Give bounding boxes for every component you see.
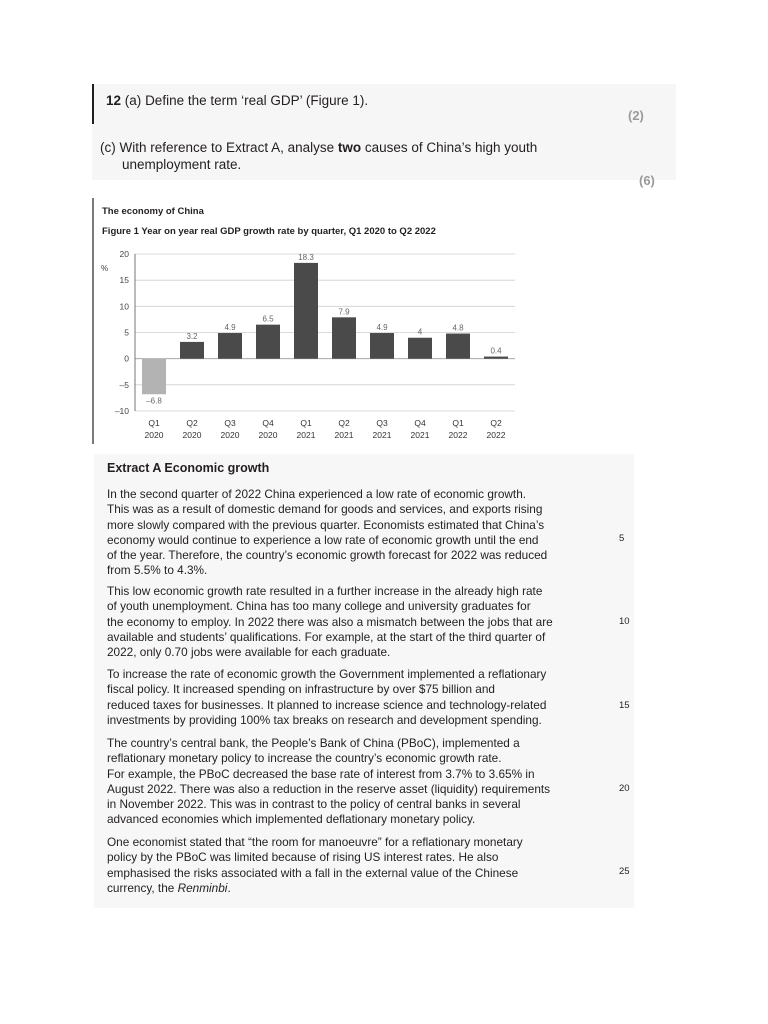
bar-value-label: 3.2 bbox=[186, 331, 198, 341]
x-tick-quarter: Q2 bbox=[186, 418, 198, 428]
x-tick-quarter: Q2 bbox=[338, 418, 350, 428]
p1-line-3: more slowly compared with the previous quarter. Economists estimated that China’s bbox=[107, 517, 545, 532]
x-tick-year: 2021 bbox=[296, 430, 316, 440]
p4-line-2: reflationary monetary policy to increase the country’s economic growth rate. bbox=[107, 751, 502, 766]
bar-Q1-2022 bbox=[446, 334, 470, 359]
question-number: 12 bbox=[106, 93, 122, 108]
y-tick-label: 15 bbox=[119, 275, 129, 286]
p2-line-1: This low economic growth rate resulted in a further increase in the already high rate bbox=[107, 584, 543, 598]
bar-value-label: 4.9 bbox=[224, 323, 236, 333]
p5-line-2: policy by the PBoC was limited because of rising US interest rates. He also bbox=[107, 850, 499, 865]
x-tick-year: 2022 bbox=[448, 430, 468, 440]
x-tick-quarter: Q3 bbox=[224, 418, 236, 428]
gdp-growth-bar-chart bbox=[92, 244, 532, 448]
x-tick-quarter: Q4 bbox=[414, 418, 426, 428]
y-tick-label: –5 bbox=[119, 379, 129, 390]
p1-line-5: of the year. Therefore, the country’s economic growth forecast for 2022 was reduced bbox=[107, 548, 548, 563]
extract-paragraph-2 bbox=[107, 584, 612, 660]
p2-line-2: of youth unemployment. China has too many college and university graduates for bbox=[107, 599, 531, 614]
bar-value-label: 4 bbox=[417, 327, 423, 337]
part-a-marks: (2) bbox=[628, 108, 644, 123]
p5-line-3: emphasised the risks associated with a fall in the external value of the Chinese bbox=[107, 865, 519, 880]
line-number-20: 20 bbox=[619, 783, 630, 794]
p3-line-4: investments by providing 100% tax breaks on research and development spending. bbox=[107, 712, 542, 727]
p3-line-3: reduced taxes for businesses. It planned to increase science and technology-related bbox=[107, 697, 547, 712]
y-axis-label: % bbox=[101, 264, 109, 273]
bar-Q4-2020 bbox=[256, 325, 280, 359]
x-tick-quarter: Q1 bbox=[452, 418, 464, 428]
bar-value-label: 18.3 bbox=[298, 252, 314, 262]
y-tick-label: –10 bbox=[114, 406, 129, 416]
figure-heading: The economy of China bbox=[102, 206, 204, 217]
bar-value-label: 4.9 bbox=[376, 323, 388, 333]
bar-Q3-2021 bbox=[370, 333, 394, 359]
x-tick-quarter: Q4 bbox=[262, 418, 274, 428]
p3-line-2: fiscal policy. It increased spending on infrastructure by over $75 billion and bbox=[107, 682, 495, 697]
x-tick-year: 2021 bbox=[372, 430, 392, 440]
part-a-label: (a) bbox=[124, 93, 142, 108]
p1-line-1: In the second quarter of 2022 China experienced a low rate of economic growth. bbox=[107, 487, 527, 501]
p1-line-6: from 5.5% to 4.3%. bbox=[107, 563, 208, 578]
p4-line-1: The country’s central bank, the People’s Bank of China (PBoC), implemented a bbox=[107, 736, 520, 750]
line-number-15: 15 bbox=[619, 700, 630, 711]
part-c-bold: two bbox=[337, 140, 362, 155]
bar-Q2-2022 bbox=[484, 357, 508, 359]
bar-value-label: 4.8 bbox=[452, 323, 464, 333]
p4-line-4: August 2022. There was also a reduction in the reserve asset (liquidity) requirements bbox=[107, 781, 551, 796]
part-c-text-2: causes of China’s high youth bbox=[361, 140, 538, 155]
p4-line-6: advanced economies which implemented deflationary monetary policy. bbox=[107, 812, 476, 827]
bar-value-label: 6.5 bbox=[262, 314, 274, 324]
p2-line-3: the economy to employ. In 2022 there was also a mismatch between the jobs that are bbox=[107, 614, 553, 629]
p4-line-3: For example, the PBoC decreased the base rate of interest from 3.7% to 3.65% in bbox=[107, 766, 535, 781]
question-12c bbox=[100, 139, 537, 156]
p2-line-5: 2022, only 0.70 jobs were available for each graduate. bbox=[107, 645, 391, 660]
bar-Q4-2021 bbox=[408, 338, 432, 359]
line-number-25: 25 bbox=[619, 866, 630, 877]
figure-subheading: Figure 1 Year on year real GDP growth rate by quarter, Q1 2020 to Q2 2022 bbox=[102, 226, 436, 237]
bar-Q1-2021 bbox=[294, 263, 318, 359]
x-tick-year: 2020 bbox=[220, 430, 240, 440]
extract-paragraph-4 bbox=[107, 736, 612, 828]
part-c-text-3: unemployment rate. bbox=[122, 157, 242, 172]
part-a-text: Define the term ‘real GDP’ (Figure 1). bbox=[145, 93, 369, 108]
bar-value-label: –6.8 bbox=[146, 396, 162, 406]
part-c-label: (c) bbox=[100, 140, 116, 155]
part-c-marks: (6) bbox=[639, 173, 655, 188]
y-tick-label: 10 bbox=[119, 301, 129, 312]
x-tick-year: 2020 bbox=[144, 430, 164, 440]
bar-Q2-2021 bbox=[332, 317, 356, 358]
extract-paragraph-1 bbox=[107, 487, 612, 579]
renminbi-italic: Renminbi bbox=[177, 880, 228, 895]
x-tick-quarter: Q3 bbox=[376, 418, 388, 428]
p2-line-4: available and students’ qualifications. For example, at the start of the third quarter of bbox=[107, 629, 546, 644]
bar-Q3-2020 bbox=[218, 333, 242, 359]
line-number-5: 5 bbox=[619, 533, 625, 544]
x-tick-year: 2020 bbox=[182, 430, 202, 440]
extract-paragraph-3 bbox=[107, 667, 612, 728]
x-tick-year: 2022 bbox=[486, 430, 506, 440]
bar-value-label: 0.4 bbox=[490, 346, 502, 356]
p3-line-1: To increase the rate of economic growth the Government implemented a reflationary bbox=[107, 667, 547, 681]
question-12a bbox=[106, 92, 368, 109]
extract-heading: Extract A Economic growth bbox=[107, 461, 270, 475]
bar-Q2-2020 bbox=[180, 342, 204, 359]
p1-line-4: economy would continue to experience a low rate of economic growth until the end bbox=[107, 532, 539, 547]
p5-tail-end: . bbox=[227, 880, 231, 895]
x-tick-quarter: Q1 bbox=[300, 418, 312, 428]
y-tick-label: 0 bbox=[124, 353, 129, 364]
x-tick-quarter: Q1 bbox=[148, 418, 160, 428]
bar-value-label: 7.9 bbox=[338, 307, 350, 317]
part-c-text-1: With reference to Extract A, analyse bbox=[119, 140, 338, 155]
p1-line-2: This was as a result of domestic demand for goods and services, and exports rising bbox=[107, 502, 543, 517]
line-number-10: 10 bbox=[619, 616, 630, 627]
x-tick-year: 2021 bbox=[410, 430, 430, 440]
bar-Q1-2020 bbox=[142, 359, 166, 395]
x-tick-year: 2020 bbox=[258, 430, 278, 440]
p4-line-5: in November 2022. This was in contrast to the policy of central banks in several bbox=[107, 797, 521, 812]
question-margin-rule bbox=[92, 84, 94, 124]
y-tick-label: 5 bbox=[124, 327, 129, 338]
x-tick-year: 2021 bbox=[334, 430, 354, 440]
extract-paragraph-5 bbox=[107, 835, 612, 896]
p5-line-4: currency, the bbox=[107, 880, 178, 895]
p5-line-1: One economist stated that “the room for manoeuvre” for a reflationary monetary bbox=[107, 835, 523, 849]
y-tick-label: 20 bbox=[119, 249, 129, 259]
x-tick-quarter: Q2 bbox=[490, 418, 502, 428]
